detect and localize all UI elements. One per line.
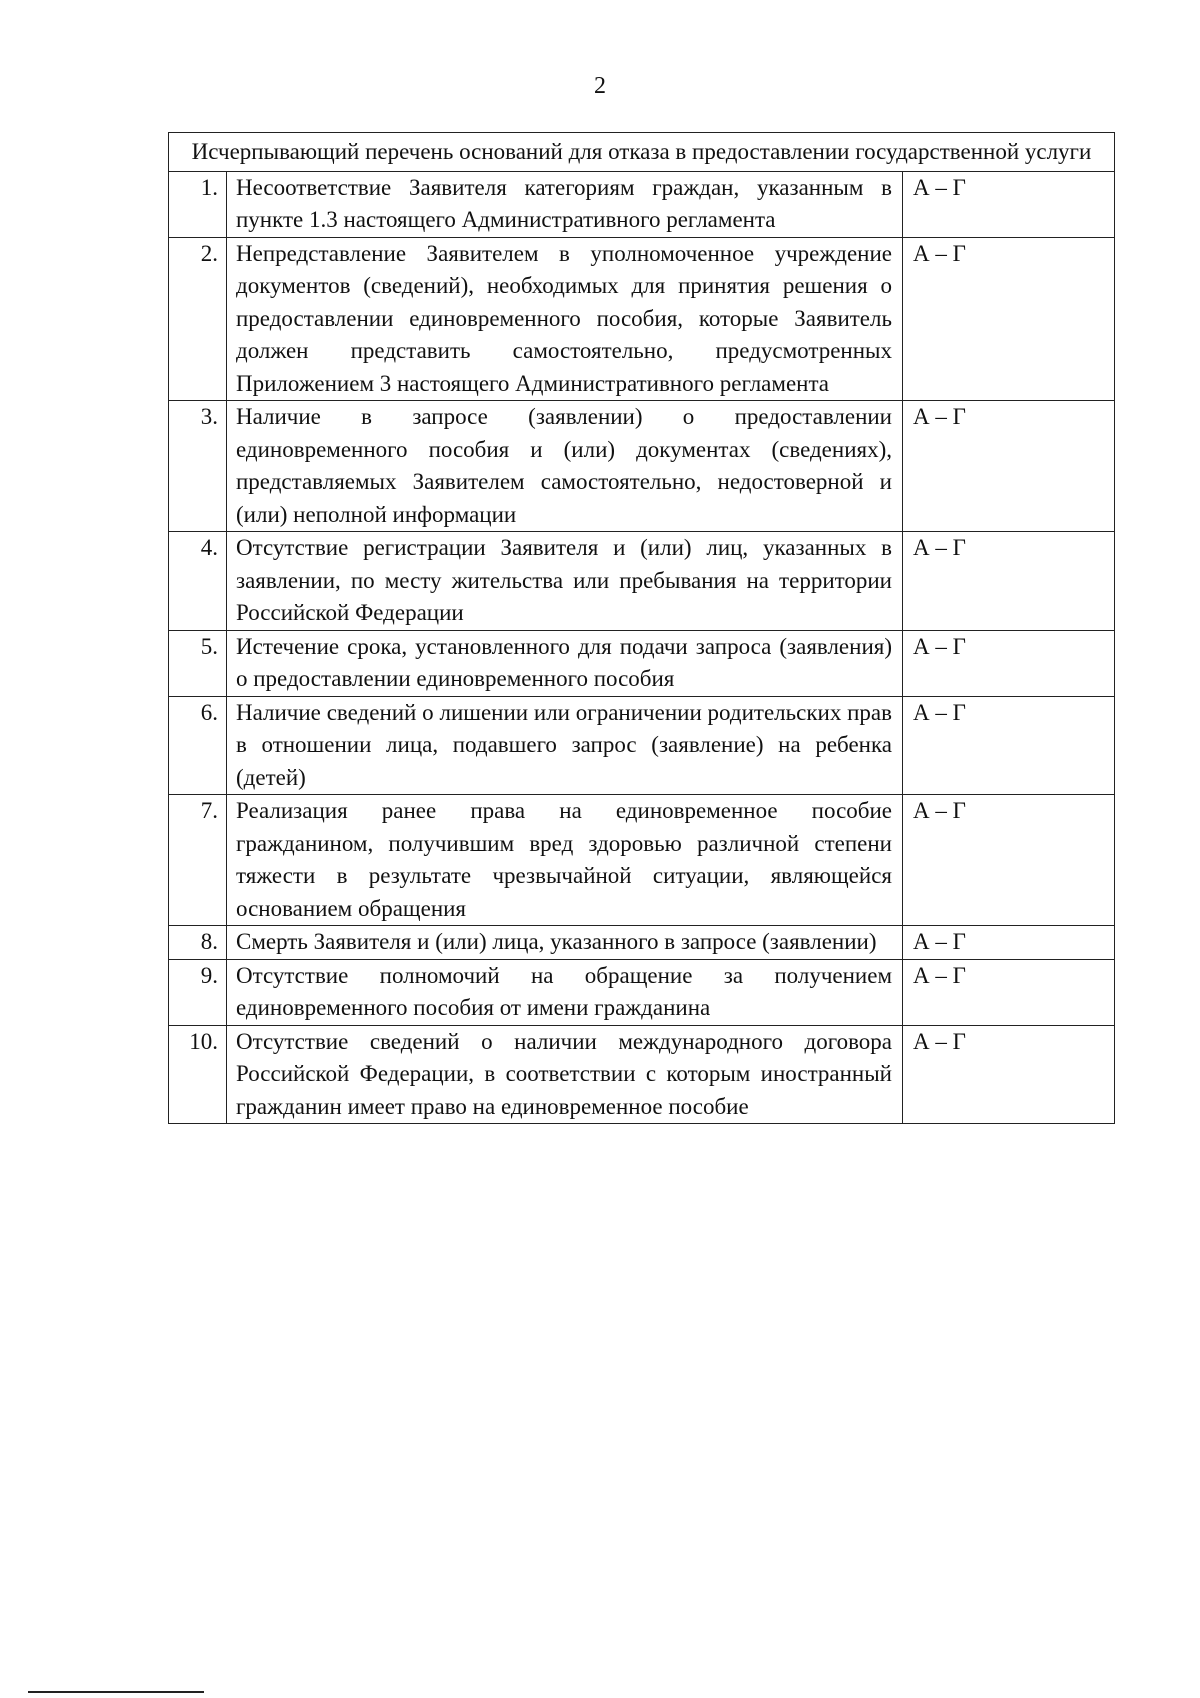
row-text: Истечение срока, установленного для подачи запроса (заявления) о предоставлении единовременного пособия	[227, 630, 903, 696]
table-row	[169, 532, 1115, 631]
table-row	[169, 959, 1115, 1025]
row-number: 6.	[169, 696, 227, 795]
row-text: Смерть Заявителя и (или) лица, указанного в запросе (заявлении)	[227, 926, 903, 960]
footer-rule	[28, 1691, 204, 1693]
row-text: Отсутствие полномочий на обращение за получением единовременного пособия от имени гражданина	[227, 959, 903, 1025]
row-code: А – Г	[903, 795, 1115, 926]
page-number: 2	[594, 73, 606, 99]
row-text: Отсутствие сведений о наличии международного договора Российской Федерации, в соответствии с которым иностранный гражданин имеет право на единовременное пособие	[227, 1025, 903, 1124]
row-number: 5.	[169, 630, 227, 696]
row-code: А – Г	[903, 696, 1115, 795]
table-row	[169, 630, 1115, 696]
row-text: Наличие сведений о лишении или ограничении родительских прав в отношении лица, подавшего запрос (заявление) на ребенка (детей)	[227, 696, 903, 795]
table-row	[169, 795, 1115, 926]
row-code: А – Г	[903, 171, 1115, 237]
row-code: А – Г	[903, 532, 1115, 631]
row-text: Реализация ранее права на единовременное пособие гражданином, получившим вред здоровью различной степени тяжести в результате чрезвычайной ситуации, являющейся основанием обращения	[227, 795, 903, 926]
row-number: 3.	[169, 401, 227, 532]
row-code: А – Г	[903, 1025, 1115, 1124]
row-number: 8.	[169, 926, 227, 960]
row-text: Несоответствие Заявителя категориям граждан, указанным в пункте 1.3 настоящего Административного регламента	[227, 171, 903, 237]
row-number: 9.	[169, 959, 227, 1025]
table-row	[169, 696, 1115, 795]
row-code: А – Г	[903, 401, 1115, 532]
table-header-row	[169, 133, 1115, 172]
refusal-grounds-table	[168, 132, 1115, 1124]
row-code: А – Г	[903, 959, 1115, 1025]
row-text: Непредставление Заявителем в уполномоченное учреждение документов (сведений), необходимых для принятия решения о предоставлении единовременного пособия, которые Заявитель должен представить самостоятельно, предусмотренных Приложением 3 настоящего Административного регламента	[227, 237, 903, 401]
row-number: 10.	[169, 1025, 227, 1124]
row-code: А – Г	[903, 926, 1115, 960]
row-number: 1.	[169, 171, 227, 237]
row-number: 4.	[169, 532, 227, 631]
row-text: Отсутствие регистрации Заявителя и (или) лиц, указанных в заявлении, по месту жительства или пребывания на территории Российской Федерации	[227, 532, 903, 631]
row-code: А – Г	[903, 237, 1115, 401]
table-row	[169, 1025, 1115, 1124]
row-code: А – Г	[903, 630, 1115, 696]
table-row	[169, 926, 1115, 960]
table-row	[169, 401, 1115, 532]
row-number: 7.	[169, 795, 227, 926]
table-header: Исчерпывающий перечень оснований для отказа в предоставлении государственной услуги	[169, 133, 1115, 172]
row-text: Наличие в запросе (заявлении) о предоставлении единовременного пособия и (или) документах (сведениях), представляемых Заявителем самостоятельно, недостоверной и (или) неполной информации	[227, 401, 903, 532]
table-row	[169, 171, 1115, 237]
table-row	[169, 237, 1115, 401]
row-number: 2.	[169, 237, 227, 401]
